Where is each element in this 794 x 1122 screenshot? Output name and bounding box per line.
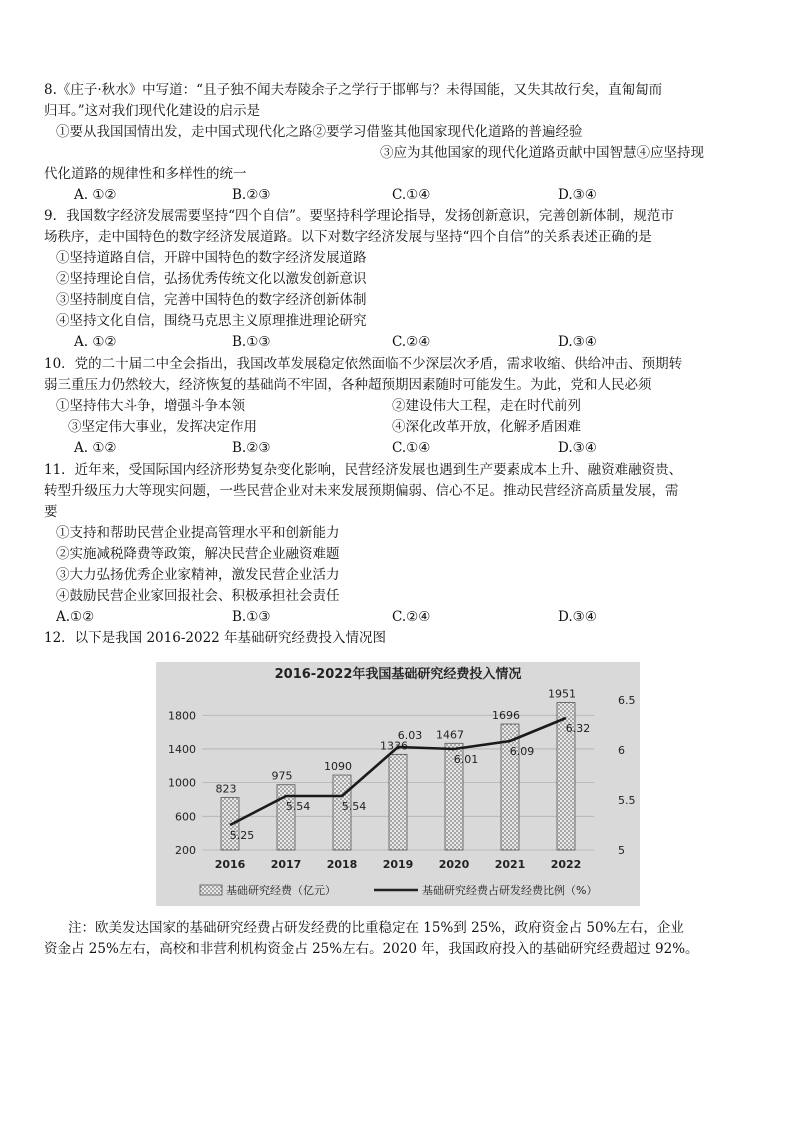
q11-options bbox=[44, 607, 754, 628]
chart-note bbox=[44, 918, 754, 960]
q11-stem-line-2: 转型升级压力大等现实问题，一些民营企业对未来发展预期偏弱、信心不足。推动民营经济高质量发展，需 bbox=[44, 483, 679, 499]
q10-option-a[interactable]: A. ①② bbox=[74, 440, 117, 456]
q11-statement-4: ④鼓励民营企业家回报社会、积极承担社会责任 bbox=[56, 588, 340, 604]
q8-options bbox=[44, 185, 754, 206]
q9-statement-3: ③坚持制度自信，完善中国特色的数字经济创新体制 bbox=[56, 292, 367, 308]
q8-option-b[interactable]: B.②③ bbox=[232, 187, 271, 203]
q9-statement-2: ②坚持理论自信，弘扬优秀传统文化以激发创新意识 bbox=[56, 271, 367, 287]
bar-label-2022: 1951 bbox=[548, 687, 576, 701]
q10-option-d[interactable]: D.③④ bbox=[558, 440, 597, 456]
bar-label-2018: 1090 bbox=[324, 760, 352, 774]
q11-statement-3: ③大力弘扬优秀企业家精神，激发民营企业活力 bbox=[56, 567, 340, 583]
q9-option-c[interactable]: C.②④ bbox=[392, 334, 431, 350]
q11-statement-2: ②实施减税降费等政策，解决民营企业融资难题 bbox=[56, 546, 340, 562]
q10-stem-line-2: 弱三重压力仍然较大，经济恢复的基础尚不牢固，各种超预期因素随时可能发生。为此，党和人民必须 bbox=[44, 377, 652, 393]
q8-statements-line-1: ①要从我国国情出发，走中国式现代化之路②要学习借鉴其他国家现代化道路的普遍经验 bbox=[56, 124, 583, 140]
q9-option-b[interactable]: B.①③ bbox=[232, 334, 271, 350]
q10-statement-3: ③坚定伟大事业，发挥决定作用 bbox=[68, 419, 257, 435]
question-12 bbox=[44, 628, 754, 649]
q11-option-a[interactable]: A.①② bbox=[56, 609, 95, 625]
ratio-label-2021: 6.09 bbox=[509, 745, 535, 758]
q10-option-c[interactable]: C.①④ bbox=[392, 440, 431, 456]
x-tick-2020: 2020 bbox=[438, 858, 470, 871]
q11-stem-line-3: 要 bbox=[44, 504, 58, 520]
q9-statement-4: ④坚持文化自信，围绕马克思主义原理推进理论研究 bbox=[56, 313, 367, 329]
chart-left-axis bbox=[168, 709, 196, 857]
q9-stem-line-2: 场秩序，走中国特色的数字经济发展道路。以下对数字经济发展与坚持“四个自信”的关系表述正确的是 bbox=[44, 229, 652, 245]
bar-label-2017: 975 bbox=[271, 769, 293, 783]
right-tick-3: 6.5 bbox=[618, 694, 636, 707]
left-tick-3: 1400 bbox=[168, 742, 196, 756]
x-tick-2016: 2016 bbox=[214, 858, 246, 871]
q11-statement-1: ①支持和帮助民营企业提高管理水平和创新能力 bbox=[56, 525, 340, 541]
ratio-label-2016: 5.25 bbox=[229, 829, 255, 842]
q8-statements-line-3: 代化道路的规律性和多样性的统一 bbox=[44, 166, 247, 182]
legend-bar-label: 基础研究经费（亿元） bbox=[226, 884, 336, 897]
right-tick-2: 6 bbox=[618, 744, 625, 757]
q8-option-a[interactable]: A. ①② bbox=[74, 187, 117, 203]
q10-statements-row-2 bbox=[44, 417, 754, 438]
q10-option-b[interactable]: B.②③ bbox=[232, 440, 271, 456]
question-10 bbox=[44, 354, 754, 459]
ratio-label-2017: 5.54 bbox=[285, 800, 311, 813]
q10-statement-2: ②建设伟大工程，走在时代前列 bbox=[392, 398, 581, 414]
ratio-label-2022: 6.32 bbox=[565, 722, 591, 735]
ratio-label-2020: 6.01 bbox=[453, 753, 479, 766]
note-line-2: 资金占 25%左右，高校和非营利机构资金占 25%左右。2020 年，我国政府投入的基础研究经费超过 92%。 bbox=[44, 941, 699, 957]
legend-bar-swatch bbox=[200, 885, 222, 895]
q9-stem-line-1: 9．我国数字经济发展需要坚持“四个自信”。要坚持科学理论指导，发扬创新意识，完善创新体制，规范市 bbox=[44, 208, 674, 224]
q8-statements-line-2: ③应为其他国家的现代化道路贡献中国智慧④应坚持现 bbox=[380, 145, 704, 161]
question-8 bbox=[44, 80, 754, 206]
bar-label-2019: 1336 bbox=[380, 739, 408, 753]
bar-label-2016: 823 bbox=[215, 782, 237, 796]
q10-statement-4: ④深化改革开放，化解矛盾困难 bbox=[392, 419, 581, 435]
ratio-label-2019: 6.03 bbox=[397, 729, 423, 742]
chart-title: 2016-2022年我国基础研究经费投入情况 bbox=[274, 667, 522, 682]
ratio-label-2018: 5.54 bbox=[341, 800, 367, 813]
q11-option-b[interactable]: B.①③ bbox=[232, 609, 271, 625]
q11-option-c[interactable]: C.②④ bbox=[392, 609, 431, 625]
bar-2019 bbox=[389, 754, 407, 850]
q8-option-c[interactable]: C.①④ bbox=[392, 187, 431, 203]
q10-stem-line-1: 10．党的二十届二中全会指出，我国改革发展稳定依然面临不少深层次矛盾，需求收缩、供给冲击、预期转 bbox=[44, 356, 683, 372]
note-line-1: 注：欧美发达国家的基础研究经费占研发经费的比重稳定在 15%到 25%，政府资金占 50%左右，企业 bbox=[68, 920, 684, 936]
chart-bars bbox=[216, 688, 577, 850]
q10-statement-1: ①坚持伟大斗争，增强斗争本领 bbox=[56, 398, 245, 414]
right-tick-1: 5.5 bbox=[618, 794, 636, 807]
left-tick-0: 200 bbox=[175, 844, 196, 857]
q11-stem-line-1: 11．近年来，受国际国内经济形势复杂变化影响，民营经济发展也遇到生产要素成本上升、融资难融资贵、 bbox=[44, 462, 683, 478]
chart-right-axis bbox=[618, 694, 636, 857]
q9-option-d[interactable]: D.③④ bbox=[558, 334, 597, 350]
q12-stem: 12．以下是我国 2016-2022 年基础研究经费投入情况图 bbox=[44, 630, 387, 646]
q11-option-d[interactable]: D.③④ bbox=[558, 609, 597, 625]
x-tick-2022: 2022 bbox=[550, 858, 582, 871]
q9-options bbox=[44, 332, 754, 353]
legend-line-label: 基础研究经费占研发经费比例（%） bbox=[422, 884, 598, 897]
question-11 bbox=[44, 460, 754, 628]
right-tick-0: 5 bbox=[618, 844, 625, 857]
x-tick-2018: 2018 bbox=[326, 858, 358, 871]
q10-statements-row-1 bbox=[44, 396, 754, 417]
bar-2017 bbox=[277, 785, 295, 850]
q9-statement-1: ①坚持道路自信，开辟中国特色的数字经济发展道路 bbox=[56, 250, 367, 266]
q10-options bbox=[44, 438, 754, 459]
left-tick-1: 600 bbox=[175, 810, 196, 824]
left-tick-2: 1000 bbox=[168, 776, 196, 790]
bar-label-2021: 1696 bbox=[492, 709, 520, 723]
chart-x-axis bbox=[215, 858, 582, 871]
funding-chart bbox=[156, 662, 640, 906]
chart-legend bbox=[200, 883, 597, 897]
q8-stem-line-1: 8.《庄子·秋水》中写道：“且子独不闻夫寿陵余子之学行于邯郸与？未得国能，又失其故行矣，直匍匐而 bbox=[44, 82, 663, 98]
q8-option-d[interactable]: D.③④ bbox=[558, 187, 597, 203]
bar-label-2020: 1467 bbox=[436, 728, 464, 742]
funding-chart-svg bbox=[156, 662, 640, 906]
left-tick-4: 1800 bbox=[168, 709, 196, 723]
q8-stem-line-2: 归耳。”这对我们现代化建设的启示是 bbox=[44, 103, 261, 119]
x-tick-2021: 2021 bbox=[494, 858, 526, 871]
x-tick-2019: 2019 bbox=[382, 858, 414, 871]
x-tick-2017: 2017 bbox=[270, 858, 302, 871]
question-9 bbox=[44, 206, 754, 353]
q9-option-a[interactable]: A. ①② bbox=[74, 334, 117, 350]
